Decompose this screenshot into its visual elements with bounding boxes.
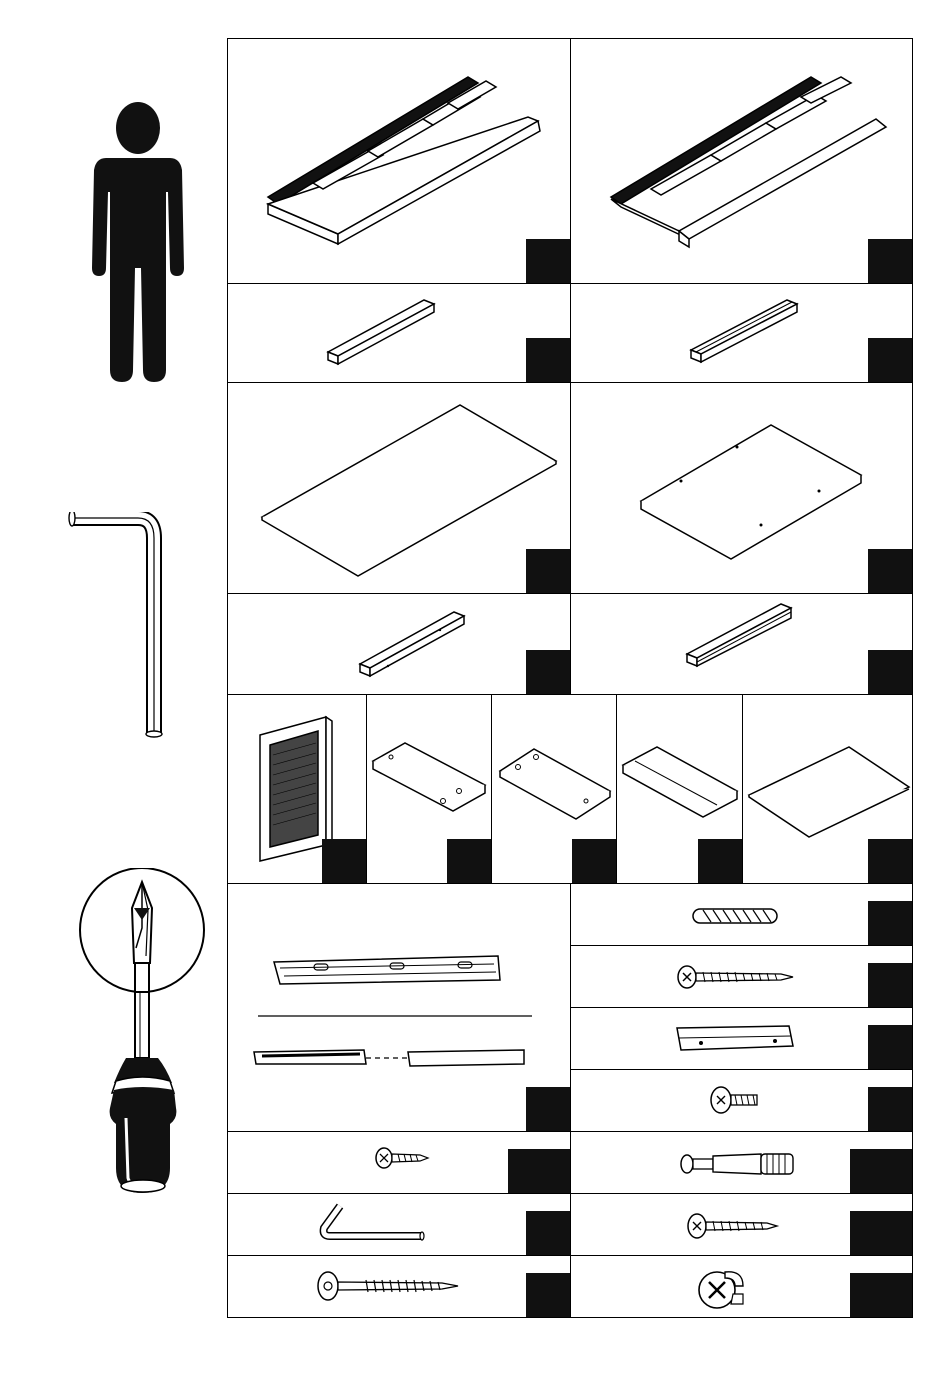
part-cell-screw-small [227, 1131, 571, 1194]
part-cell-rail-b [570, 283, 913, 383]
side-frame-icon [228, 39, 571, 284]
part-tag [526, 650, 570, 694]
part-tag [868, 239, 912, 283]
person-icon [88, 100, 188, 385]
bolt-icon [571, 1070, 913, 1132]
part-tag [447, 839, 491, 883]
part-tag [572, 839, 616, 883]
rail-icon [228, 284, 571, 383]
part-cell-board-thin [227, 382, 571, 594]
part-cell-board-top [570, 382, 913, 594]
rail-icon [571, 284, 913, 383]
part-cell-drawer-bottom [742, 694, 913, 884]
part-tag [868, 338, 912, 382]
side-frame-icon [571, 39, 913, 284]
top-panel-icon [571, 383, 913, 594]
part-cell-drawer-slide [227, 883, 571, 1132]
part-tag [868, 839, 912, 883]
part-cell-drawer-front [227, 694, 367, 884]
part-cell-rail-c [227, 593, 571, 695]
part-cell-drawer-side-a [366, 694, 492, 884]
part-tag [698, 839, 742, 883]
part-cell-dowel [570, 883, 913, 946]
part-tag [526, 549, 570, 593]
connector-bolt-icon [228, 1256, 571, 1318]
handle-icon [571, 1008, 913, 1070]
part-cell-rail-a [227, 283, 571, 383]
part-tag [526, 239, 570, 283]
part-cell-screw-medium [570, 1193, 913, 1256]
grooved-rail-icon [571, 594, 913, 695]
part-tag [322, 839, 366, 883]
part-tag [868, 1025, 912, 1069]
part-cell-bolt-short [570, 1069, 913, 1132]
part-tag [526, 1087, 570, 1131]
part-tag [526, 1273, 570, 1317]
part-cell-frame-right [570, 38, 913, 284]
phillips-screwdriver-icon [74, 868, 214, 1198]
drawer-slide-icon [228, 884, 571, 1132]
part-tag [850, 1211, 912, 1255]
part-tag [868, 549, 912, 593]
part-cell-drawer-back [616, 694, 743, 884]
part-cell-frame-left [227, 38, 571, 284]
wooden-dowel-icon [571, 884, 913, 946]
rail-icon [228, 594, 571, 695]
part-cell-cam-bolt [570, 1131, 913, 1194]
part-cell-allen-key [227, 1193, 571, 1256]
part-cell-wood-screw-long [570, 945, 913, 1008]
part-tag [508, 1149, 570, 1193]
allen-key-icon [228, 1194, 571, 1256]
part-tag [868, 650, 912, 694]
part-cell-connector-bolt [227, 1255, 571, 1318]
part-cell-cam-lock [570, 1255, 913, 1318]
hex-key-icon [66, 512, 166, 742]
part-tag [526, 1211, 570, 1255]
part-tag [850, 1273, 912, 1317]
screw-icon [571, 946, 913, 1008]
part-tag [868, 901, 912, 945]
part-tag [868, 963, 912, 1007]
back-panel-icon [228, 383, 571, 594]
part-cell-handle [570, 1007, 913, 1070]
part-cell-rail-d [570, 593, 913, 695]
part-tag [850, 1149, 912, 1193]
part-tag [868, 1087, 912, 1131]
part-cell-drawer-side-b [491, 694, 617, 884]
part-tag [526, 338, 570, 382]
